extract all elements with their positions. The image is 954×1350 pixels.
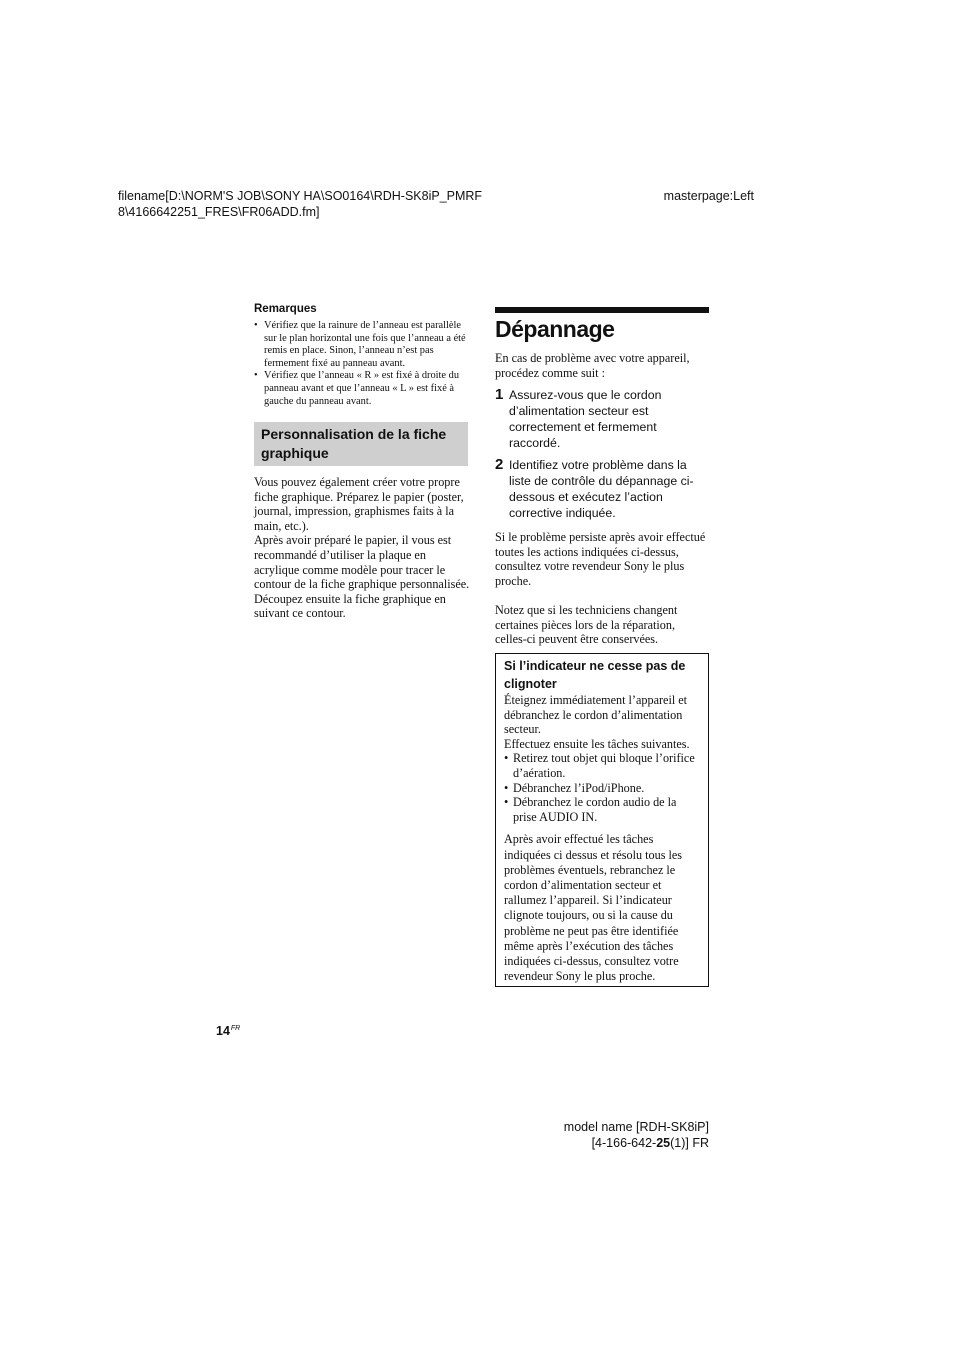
page-number-value: 14 [216,1024,230,1038]
footer-code [592,1135,709,1151]
section-title: Personnalisation de la fiche graphique [261,426,447,461]
box-text: Effectuez ensuite les tâches suivantes. [504,736,690,751]
page-number [216,1024,240,1038]
troubleshooting-box [495,653,709,987]
list-item: • Débranchez le cordon audio de la prise AUDIO IN. [504,795,700,824]
footer-code-prefix: [4-166-642- [591,1136,657,1150]
header-filename-line2: 8\4166642251_FRES\FR06ADD.fm] [118,205,320,219]
body-paragraph: Vous pouvez également créer votre propre fiche graphique. Préparez le papier (poster, journal, impression, graphismes faits à la main, etc.). [254,475,464,533]
section-body [254,475,470,621]
step-1 [495,387,709,451]
body-paragraph: Après avoir préparé le papier, il vous est recommandé d’utiliser la plaque en acrylique comme modèle pour tracer le contour de la fiche graphique personnalisée. Découpez ensuite la fiche graphique en suivant ce contour. [254,533,470,621]
step-number: 2 [495,456,504,473]
box-title: Si l’indicateur ne cesse pas de clignoter [504,659,686,691]
list-item: • Retirez tout objet qui bloque l’orifice d’aération. [504,751,700,780]
footer-code-suffix: (1)] FR [670,1136,709,1150]
box-text: Éteignez immédiatement l’appareil et débranchez le cordon d’alimentation secteur. [504,693,688,737]
intro-paragraph: En cas de problème avec votre appareil, procédez comme suit : [495,351,690,380]
footer-model-name: model name [RDH-SK8iP] [563,1120,709,1134]
box-list [504,751,700,824]
header-masterpage: masterpage:Left [663,189,754,203]
step-number: 1 [495,386,504,403]
footer-code-bold: 25 [656,1136,671,1150]
step-2 [495,457,709,521]
remark-item: • Vérifiez que la rainure de l’anneau est parallèle sur le plan horizontal une fois que l’anneau a été remis en place. Sinon, l’anneau n’est pas fermement fixé au panneau avant. [254,320,468,370]
parts-paragraph: Notez que si les techniciens changent certaines pièces lors de la réparation, celles-ci peuvent être conservées. [495,603,678,647]
header-filename-line1: filename[D:\NORM'S JOB\SONY HA\SO0164\RDH-SK8iP_PMRF [118,189,483,203]
remarks-list [254,320,468,408]
list-item: • Débranchez l’iPod/iPhone. [504,781,700,796]
page-number-suffix: FR [230,1025,241,1032]
persist-paragraph: Si le problème persiste après avoir effectué toutes les actions indiquées ci-dessus, consultez votre revendeur Sony le plus proche. [495,530,706,588]
step-text: Assurez-vous que le cordon d’alimentation secteur est correctement et fermement raccordé. [509,388,662,450]
page-title: Dépannage [495,316,615,342]
remark-item: • Vérifiez que l’anneau « R » est fixé à droite du panneau avant et que l’anneau « L » est fixé à gauche du panneau avant. [254,370,468,408]
step-text: Identifiez votre problème dans la liste de contrôle du dépannage ci-dessous et exécutez l’action corrective indiquée. [509,458,694,520]
box-text: Après avoir effectué les tâches indiquées ci dessus et résolu tous les problèmes éventuels, rebranchez le cordon d’alimentation secteur et rallumez l’appareil. Si l’indicateur clignote toujours, ou si la cause du problème ne peut pas être identifiée même après l’exécution des tâches indiquées ci-dessus, consultez votre revendeur Sony le plus proche. [504,832,683,984]
section-heading-box [254,422,468,466]
title-rule [495,307,709,313]
remarks-title: Remarques [254,303,317,315]
header-filename [118,188,482,220]
